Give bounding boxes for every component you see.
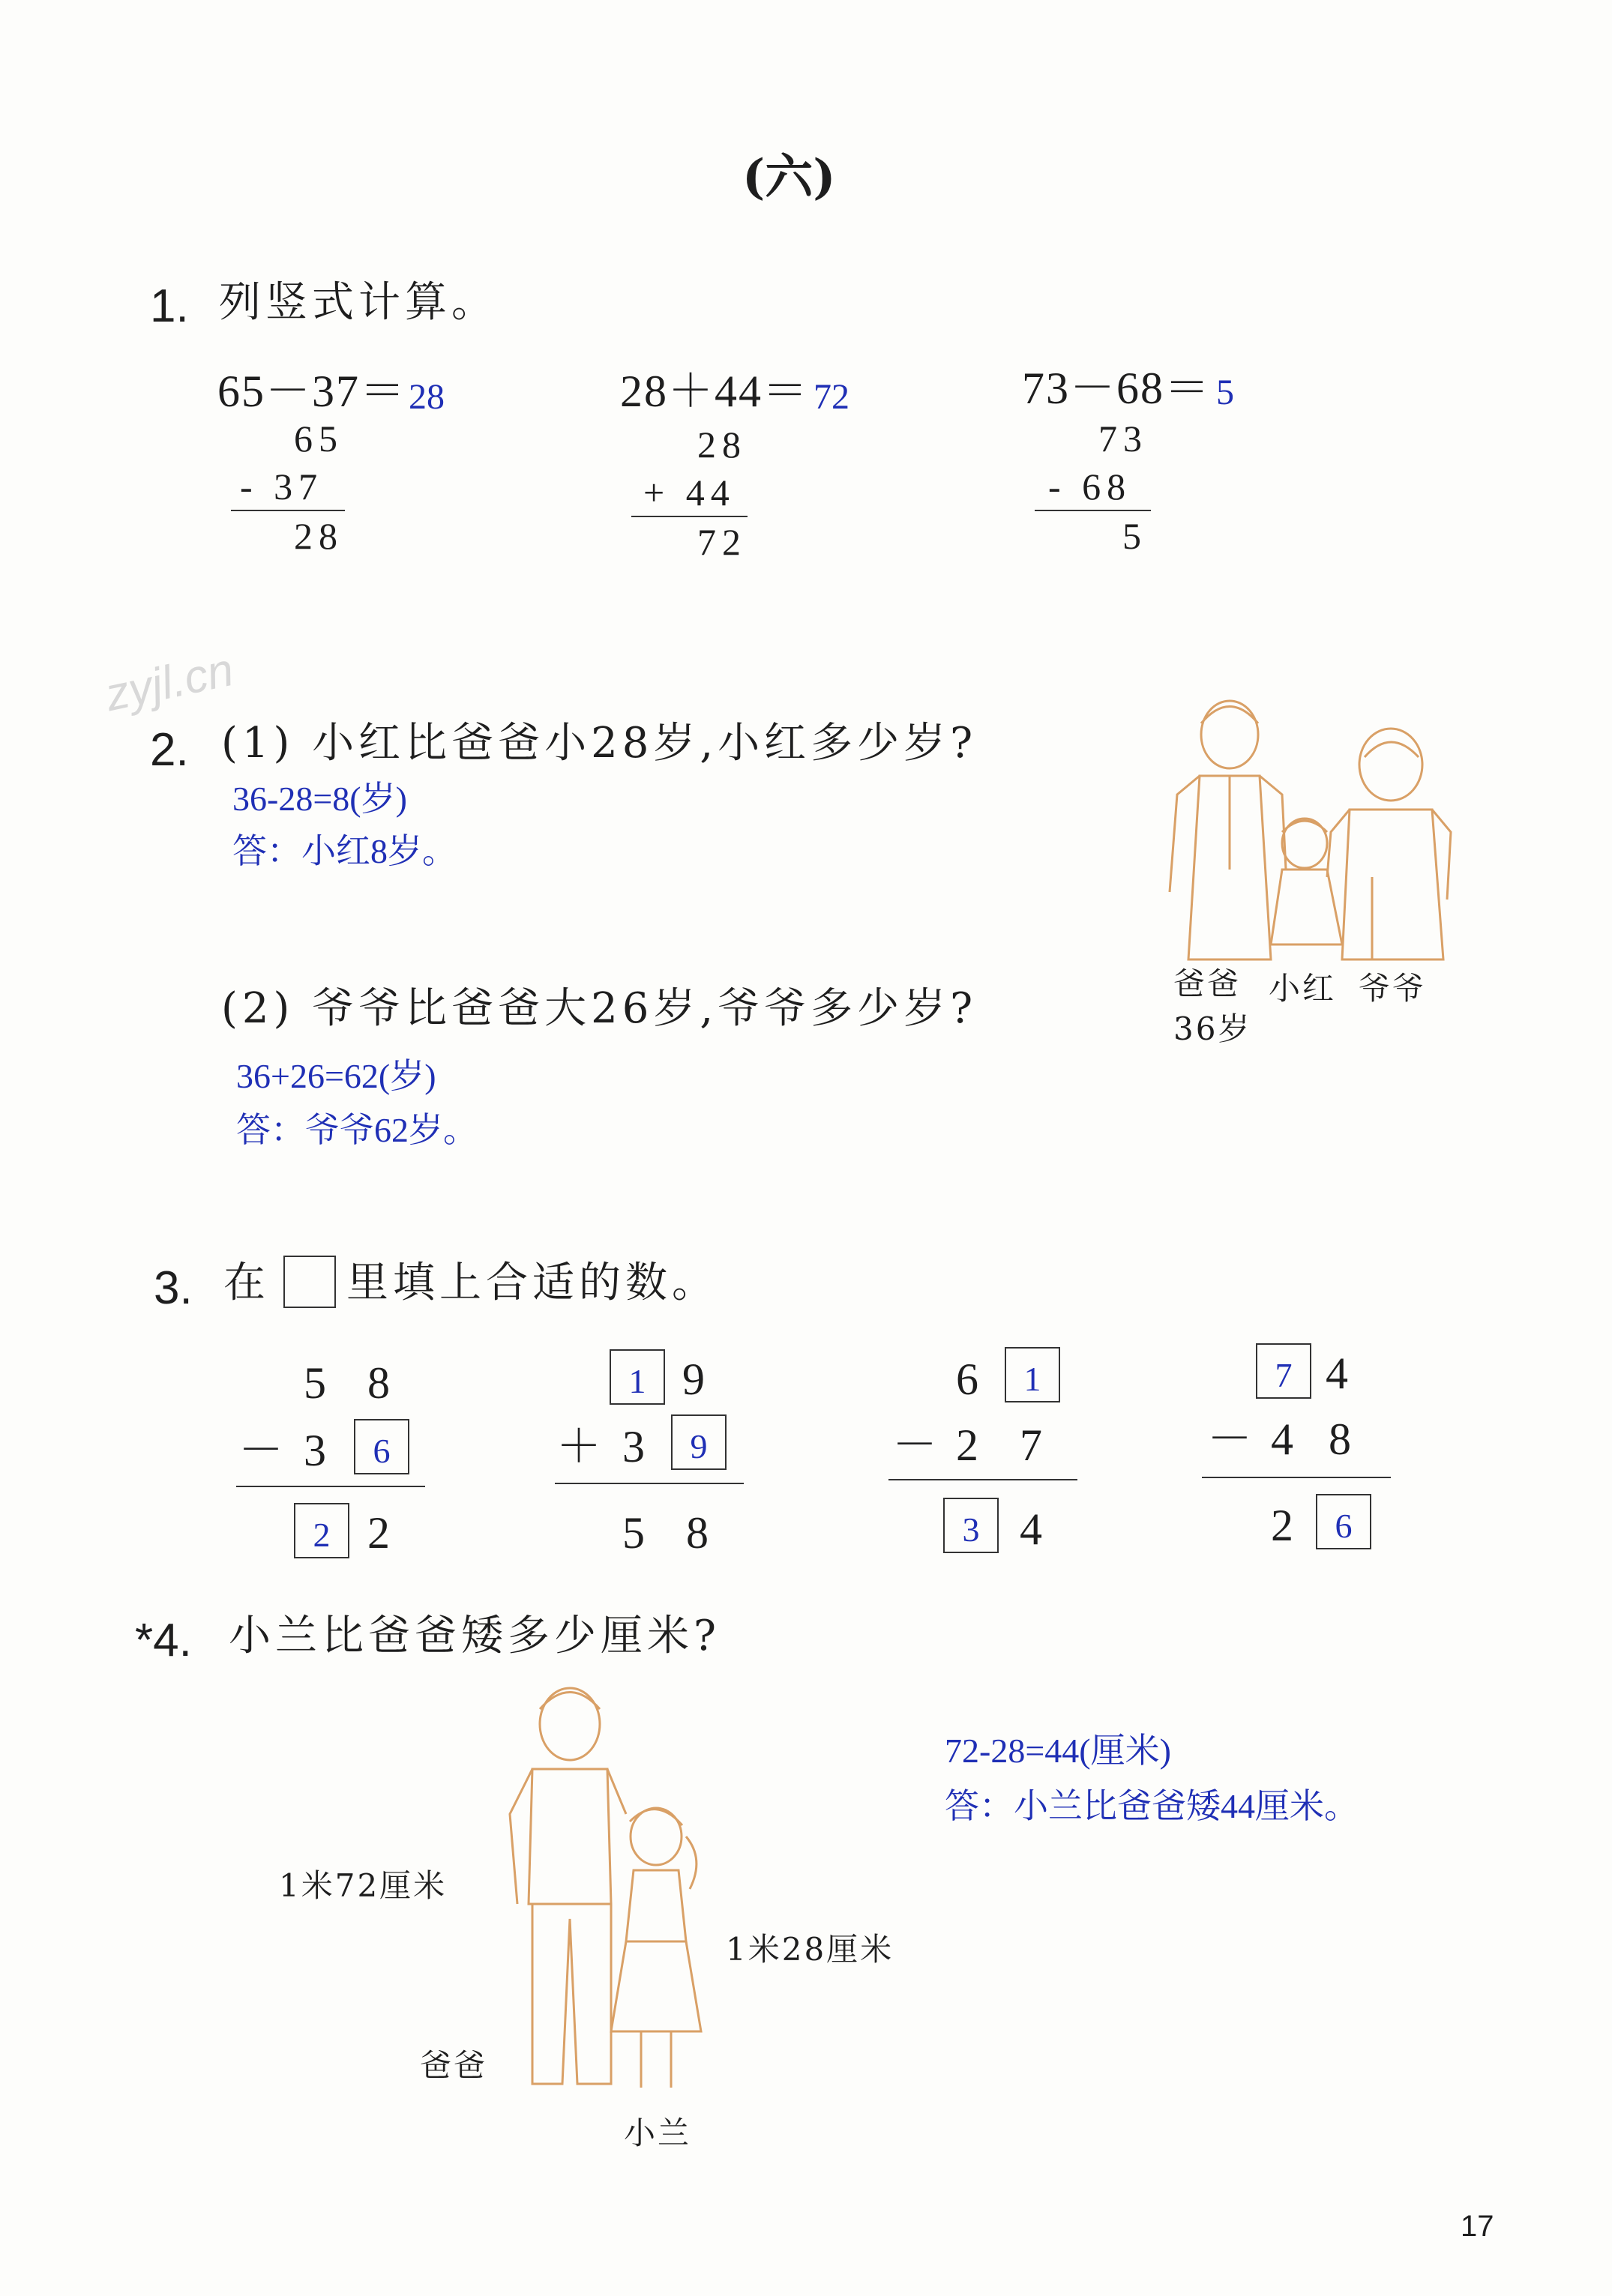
q1-answer-3: 5	[1216, 373, 1234, 412]
q2-part1-text: (1) 小红比爸爸小28岁,小红多少岁?	[221, 719, 978, 768]
q3-p4-line	[1202, 1477, 1391, 1478]
q2-number: 2.	[150, 724, 189, 776]
q3-p1-top-tens: 5	[304, 1358, 326, 1408]
grandpa-label: 爷爷	[1359, 970, 1427, 1007]
q4-number: *4.	[135, 1615, 192, 1666]
q1-vertical-top-2: 28	[697, 424, 747, 465]
q1-vertical-result-2: 72	[697, 521, 747, 563]
q1-vertical-result-1: 28	[294, 515, 343, 557]
q3-p4-top-tens-box: 7	[1256, 1343, 1311, 1399]
dad-name-label: 爸爸	[420, 2047, 488, 2084]
q3-p3-mid-tens: 2	[956, 1420, 978, 1470]
q1-vertical-line-1	[231, 510, 345, 511]
q3-p2-bottom-ones: 8	[686, 1508, 709, 1558]
q1-vertical-result-3: 5	[1122, 515, 1147, 557]
q3-p1-mid-ones-box: 6	[354, 1419, 409, 1474]
q3-p1-top-ones: 8	[367, 1358, 390, 1408]
q1-vertical-line-2	[631, 516, 748, 517]
q1-vertical-line-3	[1035, 510, 1151, 511]
watermark: zyjl.cn	[100, 643, 238, 722]
q3-p1-line	[236, 1486, 425, 1487]
family-illustration	[1147, 682, 1462, 967]
q1-vertical-bottom-3: - 68	[1048, 465, 1132, 507]
q3-p3-mid-ones: 7	[1020, 1420, 1042, 1470]
q3-text-before: 在	[223, 1259, 270, 1307]
q2-part1-calc: 36-28=8(岁)	[232, 780, 407, 818]
q3-number: 3.	[154, 1262, 193, 1314]
dad-height-label: 1米72厘米	[279, 1867, 448, 1904]
q3-p2-mid-ones-box: 9	[671, 1414, 727, 1470]
q1-vertical-bottom-2: + 44	[643, 471, 736, 513]
page-title: (六)	[742, 149, 836, 205]
q1-answer-2: 72	[813, 377, 849, 417]
q3-p2-operator: ＋	[556, 1422, 601, 1471]
q1-text: 列竖式计算。	[219, 278, 498, 327]
q3-p3-operator: －	[892, 1420, 937, 1470]
q4-answer: 答：小兰比爸爸矮44厘米。	[945, 1787, 1359, 1825]
q3-p4-mid-ones: 8	[1329, 1414, 1351, 1464]
q2-part1-answer: 答：小红8岁。	[232, 832, 457, 870]
dad-label: 爸爸	[1173, 965, 1242, 1002]
q3-p1-bottom-tens-box: 2	[294, 1503, 349, 1558]
dad-age-label: 36岁	[1173, 1010, 1252, 1047]
q3-p3-top-ones-box: 1	[1005, 1347, 1060, 1402]
q3-blank-box-icon	[283, 1256, 336, 1308]
q3-p4-operator: －	[1207, 1414, 1252, 1464]
q1-equation-2: 28＋44＝	[620, 367, 809, 416]
q3-p2-line	[555, 1483, 744, 1484]
q2-part2-answer: 答：爷爷62岁。	[236, 1111, 478, 1149]
q2-part2-text: (2) 爷爷比爸爸大26岁,爷爷多少岁?	[221, 984, 978, 1033]
page-number: 17	[1461, 2210, 1494, 2243]
q3-p2-top-ones: 9	[682, 1355, 705, 1404]
q3-p3-bottom-ones: 4	[1020, 1504, 1042, 1554]
q3-p2-mid-tens: 3	[622, 1422, 645, 1471]
q1-equation-3: 73－68＝	[1022, 364, 1211, 413]
q1-number: 1.	[150, 280, 189, 332]
lan-height-label: 1米28厘米	[726, 1931, 894, 1968]
q3-p4-top-ones: 4	[1326, 1349, 1348, 1398]
q3-p1-operator: －	[238, 1426, 283, 1475]
q3-p4-bottom-tens: 2	[1271, 1501, 1293, 1550]
q1-vertical-bottom-1: - 37	[240, 465, 324, 507]
q2-part2-calc: 36+26=62(岁)	[236, 1057, 436, 1095]
q3-text-after: 里填上合适的数。	[346, 1259, 718, 1307]
q3-p2-bottom-tens: 5	[622, 1508, 645, 1558]
q3-p4-mid-tens: 4	[1271, 1414, 1293, 1464]
q4-text: 小兰比爸爸矮多少厘米?	[229, 1612, 721, 1660]
q3-p1-bottom-ones: 2	[367, 1508, 390, 1558]
dad-and-daughter-illustration	[487, 1679, 742, 2099]
xiaohong-label: 小红	[1269, 970, 1337, 1007]
q3-p3-bottom-tens-box: 3	[943, 1498, 999, 1553]
q3-p2-top-tens-box: 1	[610, 1349, 665, 1405]
q3-p4-bottom-ones-box: 6	[1316, 1494, 1371, 1549]
q1-equation-1: 65－37＝	[217, 367, 406, 416]
q1-answer-1: 28	[409, 377, 445, 417]
q1-vertical-top-3: 73	[1098, 418, 1148, 459]
q3-p1-mid-tens: 3	[304, 1426, 326, 1475]
q4-calc: 72-28=44(厘米)	[945, 1732, 1171, 1770]
q3-p3-top-tens: 6	[956, 1355, 978, 1404]
q1-vertical-top-1: 65	[294, 418, 343, 459]
q3-p3-line	[888, 1479, 1077, 1480]
lan-name-label: 小兰	[624, 2115, 692, 2151]
